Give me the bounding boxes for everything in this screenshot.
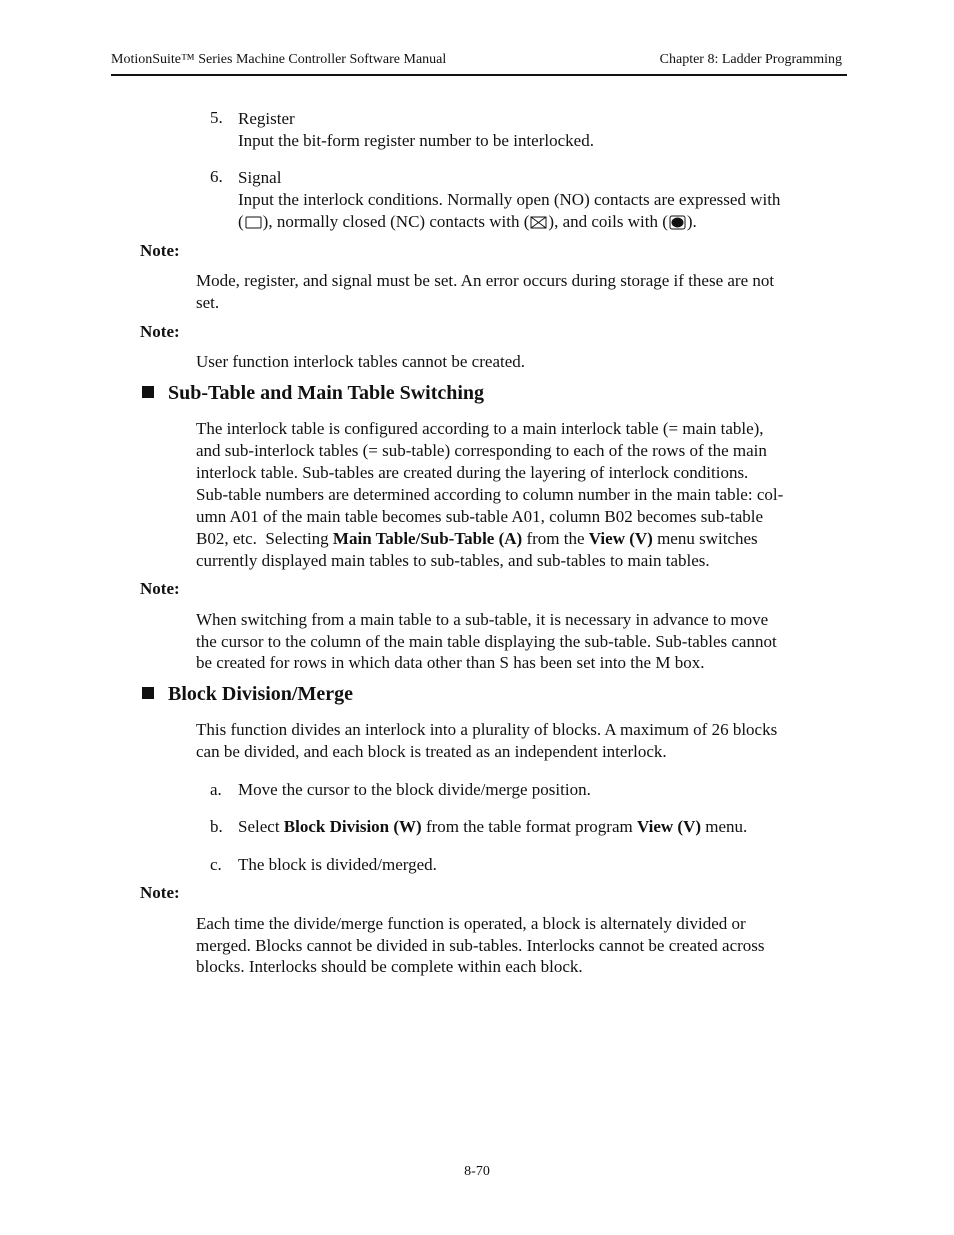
s1-l6-text-c: from the bbox=[522, 529, 589, 548]
s1-l6-text-a: B02, etc. Selecting bbox=[196, 529, 333, 548]
section-1-line-6 bbox=[196, 528, 758, 550]
note-4-line-1: Each time the divide/merge function is operated, a block is alternately divided or bbox=[196, 914, 746, 933]
note-3-line-1: When switching from a main table to a sub-table, it is necessary in advance to move bbox=[196, 610, 769, 629]
step-b-t5: menu. bbox=[701, 817, 748, 836]
note-3-line-2: the cursor to the column of the main table displaying the sub-table. Sub-tables cannot bbox=[196, 632, 777, 651]
square-bullet-icon bbox=[142, 386, 154, 398]
item-5-title: Register bbox=[238, 109, 295, 128]
section-1-line-7: currently displayed main tables to sub-tables, and sub-tables to main tables. bbox=[196, 551, 710, 570]
step-b-t1: Select bbox=[238, 817, 284, 836]
step-a-text: Move the cursor to the block divide/merge position. bbox=[238, 780, 591, 799]
item-6-number: 6. bbox=[210, 167, 223, 186]
block-division-menu-item: Block Division (W) bbox=[283, 817, 422, 836]
step-c-text: The block is divided/merged. bbox=[238, 855, 437, 874]
header-rule bbox=[111, 74, 847, 76]
item-6-p1: ( bbox=[238, 212, 244, 231]
step-b-t3: from the table format program bbox=[421, 817, 637, 836]
item-6-line1: Input the interlock conditions. Normally open (NO) contacts are expressed with bbox=[238, 190, 781, 209]
coil-icon bbox=[669, 215, 686, 230]
item-5-desc: Input the bit-form register number to be interlocked. bbox=[238, 131, 594, 150]
section-1-line-3: interlock table. Sub-tables are created during the layering of interlock conditions. bbox=[196, 463, 749, 482]
item-6-p3: ), and coils with ( bbox=[548, 212, 668, 231]
main-sub-table-menu-item: Main Table/Sub-Table (A) bbox=[332, 529, 523, 548]
s1-l6-text-e: menu switches bbox=[652, 529, 758, 548]
item-6-p2: ), normally closed (NC) contacts with ( bbox=[262, 212, 530, 231]
note-1-line-1: Mode, register, and signal must be set. An error occurs during storage if these are not bbox=[196, 271, 775, 290]
section-1-line-2: and sub-interlock tables (= sub-table) corresponding to each of the rows of the main bbox=[196, 441, 767, 460]
header-title: MotionSuite™ Series Machine Controller Software Manual bbox=[111, 52, 447, 67]
item-5-number: 5. bbox=[210, 108, 223, 127]
header-chapter: Chapter 8: Ladder Programming bbox=[659, 52, 842, 67]
view-menu-label: View (V) bbox=[636, 817, 702, 836]
step-c-mark: c. bbox=[210, 855, 222, 874]
note-4-line-2: merged. Blocks cannot be divided in sub-tables. Interlocks cannot be created across bbox=[196, 936, 765, 955]
note-label: Note: bbox=[140, 322, 180, 341]
note-label: Note: bbox=[140, 883, 180, 902]
note-label: Note: bbox=[140, 241, 180, 260]
section-2-line-2: can be divided, and each block is treated as an independent interlock. bbox=[196, 742, 667, 761]
note-1-line-2: set. bbox=[196, 293, 220, 312]
nc-contact-icon bbox=[530, 215, 547, 230]
section-1-line-1: The interlock table is configured according to a main interlock table (= main table), bbox=[196, 419, 764, 438]
step-b-text bbox=[238, 816, 747, 838]
view-menu-label: View (V) bbox=[588, 529, 653, 548]
section-1-line-4: Sub-table numbers are determined according to column number in the main table: col- bbox=[196, 485, 784, 504]
note-label: Note: bbox=[140, 579, 180, 598]
section-1-heading bbox=[142, 382, 484, 405]
page-number: 8-70 bbox=[464, 1164, 490, 1179]
section-2-heading-text: Block Division/Merge bbox=[168, 683, 353, 705]
section-1-heading-text: Sub-Table and Main Table Switching bbox=[168, 382, 485, 404]
step-a-mark: a. bbox=[210, 780, 222, 799]
note-4-line-3: blocks. Interlocks should be complete within each block. bbox=[196, 957, 583, 976]
square-bullet-icon bbox=[142, 687, 154, 699]
section-2-heading bbox=[142, 683, 353, 706]
note-2-text: User function interlock tables cannot be created. bbox=[196, 352, 526, 371]
item-6-line2 bbox=[238, 211, 697, 233]
item-6-p4: ). bbox=[686, 212, 697, 231]
step-b-mark: b. bbox=[210, 817, 223, 836]
item-6-title: Signal bbox=[238, 168, 282, 187]
no-contact-icon bbox=[245, 215, 262, 230]
note-3-line-3: be created for rows in which data other than S has been set into the M box. bbox=[196, 653, 705, 672]
section-1-line-5: umn A01 of the main table becomes sub-table A01, column B02 becomes sub-table bbox=[196, 507, 764, 526]
section-2-line-1: This function divides an interlock into a plurality of blocks. A maximum of 26 blocks bbox=[196, 720, 778, 739]
